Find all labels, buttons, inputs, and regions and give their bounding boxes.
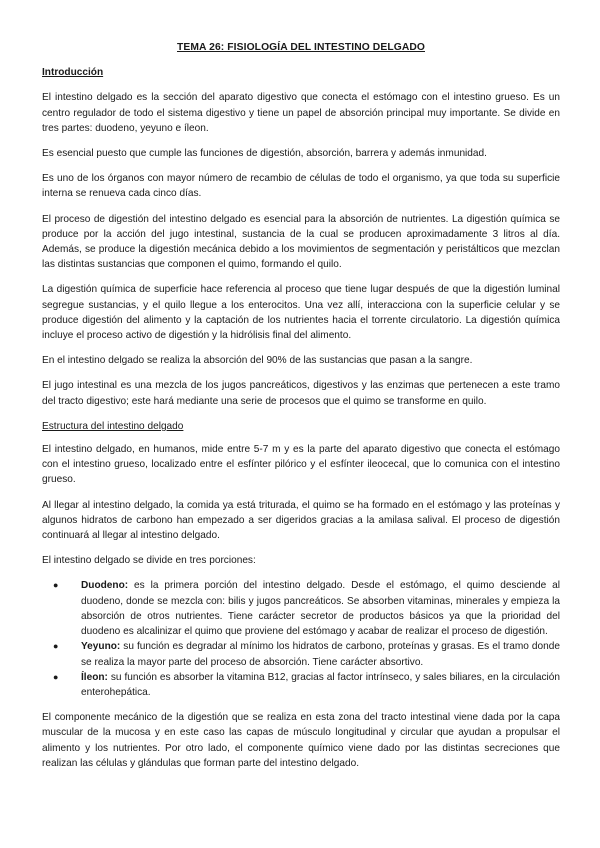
document-title: TEMA 26: FISIOLOGÍA DEL INTESTINO DELGADO	[177, 42, 425, 53]
bullet-icon: ●	[53, 671, 59, 682]
paragraph: El intestino delgado es la sección del aparato digestivo que conecta el estómago con el intestino grueso. Es un centro regulador de todo el sistema digestivo y tiene un papel de absorción principal muy importante. Se divide en tres partes: duodeno, yeyuno e íleon.	[42, 92, 560, 134]
paragraph: El intestino delgado se divide en tres porciones:	[42, 555, 256, 567]
paragraph: En el intestino delgado se realiza la absorción del 90% de las sustancias que pasan a la sangre.	[42, 355, 473, 367]
porciones-list	[42, 578, 560, 700]
bullet-icon: ●	[53, 580, 59, 591]
list-item-term: Íleon:	[81, 671, 108, 683]
list-item-term: Duodeno:	[81, 580, 129, 592]
paragraph: Es esencial puesto que cumple las funciones de digestión, absorción, barrera y además inmunidad.	[42, 148, 487, 160]
list-item-text: su función es degradar al mínimo los hidratos de carbono, proteínas y grasas. Es el tramo donde se realiza la mayor parte del proceso de absorción. Tiene carácter absortivo.	[81, 641, 560, 668]
list-item	[42, 670, 560, 700]
document-page	[42, 40, 560, 781]
paragraph: El intestino delgado, en humanos, mide entre 5-7 m y es la parte del aparato digestivo que conecta el estómago con el intestino grueso, localizado entre el esfínter pilórico y el esfínter ileocecal, que lo comunica con el intestino grueso.	[42, 444, 560, 486]
list-item	[42, 639, 560, 669]
paragraph: El componente mecánico de la digestión que se realiza en esta zona del tracto intestinal viene dada por la capa muscular de la mucosa y en este caso las capas de músculo longitudinal y circular que ayudan a propulsar el alimento y los nutrientes. Por otro lado, el componente químico viene dado por las distintas secreciones que realizan las células y glándulas que forman parte del intestino delgado.	[42, 712, 560, 769]
paragraph: El jugo intestinal es una mezcla de los jugos pancreáticos, digestivos y las enzimas que pertenecen a este tramo del tracto digestivo; este hará mediante una serie de procesos que el quimo se transforme en quilo.	[42, 380, 560, 407]
paragraph: La digestión química de superficie hace referencia al proceso que tiene lugar después de que la digestión luminal segregue sustancias, y el quilo llegue a los enterocitos. Una vez allí, interacciona con la superficie celular y se produce digestión del alimento y la captación de los nutrientes hacia el torrente circulatorio. La digestión química incluye el proceso activo de digestión y la hidrólisis final del alimento.	[42, 284, 560, 342]
bullet-icon: ●	[53, 641, 59, 652]
section-heading-introduccion: Introducción	[42, 67, 104, 79]
paragraph: Es uno de los órganos con mayor número de recambio de células de todo el organismo, ya que toda su superficie interna se renueva cada cinco días.	[42, 173, 560, 200]
paragraph: Al llegar al intestino delgado, la comida ya está triturada, el quimo se ha formado en el estómago y las proteínas y algunos hidratos de carbono han empezado a ser digeridos gracias a la amilasa salival. El proceso de digestión continuará al llegar al intestino delgado.	[42, 499, 560, 542]
section-heading-estructura: Estructura del intestino delgado	[42, 420, 184, 432]
list-item-text: es la primera porción del intestino delgado. Desde el estómago, el quimo desciende al duodeno, donde se mezcla con: bilis y jugos pancreáticos. Se absorben vitaminas, minerales y empieza la absorción de otros nutrientes. Tiene carácter secretor de productos básicos ya que la prioridad del duodeno es alcalinizar el quimo que proviene del estómago y acabar de realizar el proceso de digestión.	[81, 580, 560, 638]
paragraph: El proceso de digestión del intestino delgado es esencial para la absorción de nutrientes. La digestión química se produce por la acción del jugo intestinal, sustancia de la cual se producen aproximadamente 3 litros al día. Además, se produce la digestión mecánica debido a los movimientos de segmentación y peristálticos que mezclan las distintas sustancias que componen el quimo, formando el quilo.	[42, 213, 560, 271]
list-item	[42, 578, 560, 639]
list-item-term: Yeyuno:	[81, 641, 121, 653]
list-item-text: su función es absorber la vitamina B12, gracias al factor intrínseco, y sales biliares, en la circulación enterohepática.	[81, 671, 560, 698]
